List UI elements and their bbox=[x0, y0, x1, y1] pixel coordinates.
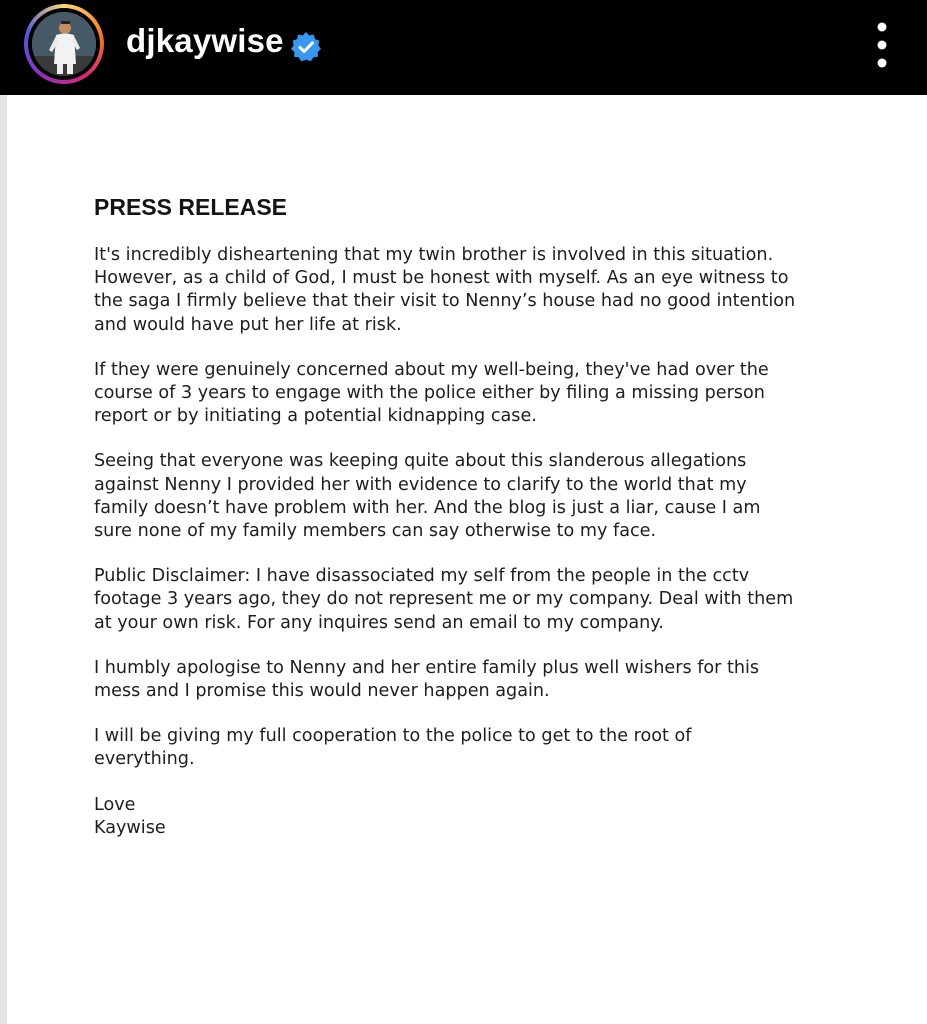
paragraph: I humbly apologise to Nenny and her entire family plus well wishers for this mess and I promise this would never happen again. bbox=[94, 657, 760, 702]
username[interactable]: djkaywise bbox=[126, 22, 284, 59]
avatar-frame bbox=[28, 8, 100, 80]
press-release-document bbox=[94, 192, 874, 840]
paragraph: I will be giving my full cooperation to the police to get to the root of everything. bbox=[94, 726, 692, 770]
more-vertical-icon[interactable] bbox=[866, 18, 898, 72]
avatar[interactable] bbox=[32, 12, 96, 76]
paragraph: If they were genuinely concerned about my well-being, they've had over the course of 3 years to engage with the police either by filing a missing person report or by initiating a potential kidnapping case. bbox=[94, 359, 769, 427]
verified-badge-icon bbox=[290, 31, 322, 63]
paragraph: Public Disclaimer: I have disassociated my self from the people in the cctv footage 3 years ago, they do not represent me or my company. Deal with them at your own risk. For any inquires send an email to my company. bbox=[94, 566, 794, 633]
signature: Kaywise bbox=[94, 817, 166, 838]
avatar-photo-icon bbox=[32, 12, 96, 76]
press-release-title: PRESS RELEASE bbox=[94, 194, 287, 220]
profile-header bbox=[0, 0, 927, 95]
paragraph: Seeing that everyone was keeping quite about this slanderous allegations against Nenny I provided her with evidence to clarify to the world that my family doesn’t have problem with her. And the blog is just a liar, cause I am sure none of my family members can say otherwise to my face. bbox=[94, 451, 761, 542]
closing: Love bbox=[94, 794, 136, 815]
story-ring[interactable] bbox=[24, 4, 104, 84]
paragraph: It's incredibly disheartening that my twin brother is involved in this situation. However, as a child of God, I must be honest with myself. As an eye witness to the saga I firmly believe that their visit to Nenny’s house had no good intention and would have put her life at risk. bbox=[94, 245, 796, 335]
left-border bbox=[0, 95, 7, 1024]
